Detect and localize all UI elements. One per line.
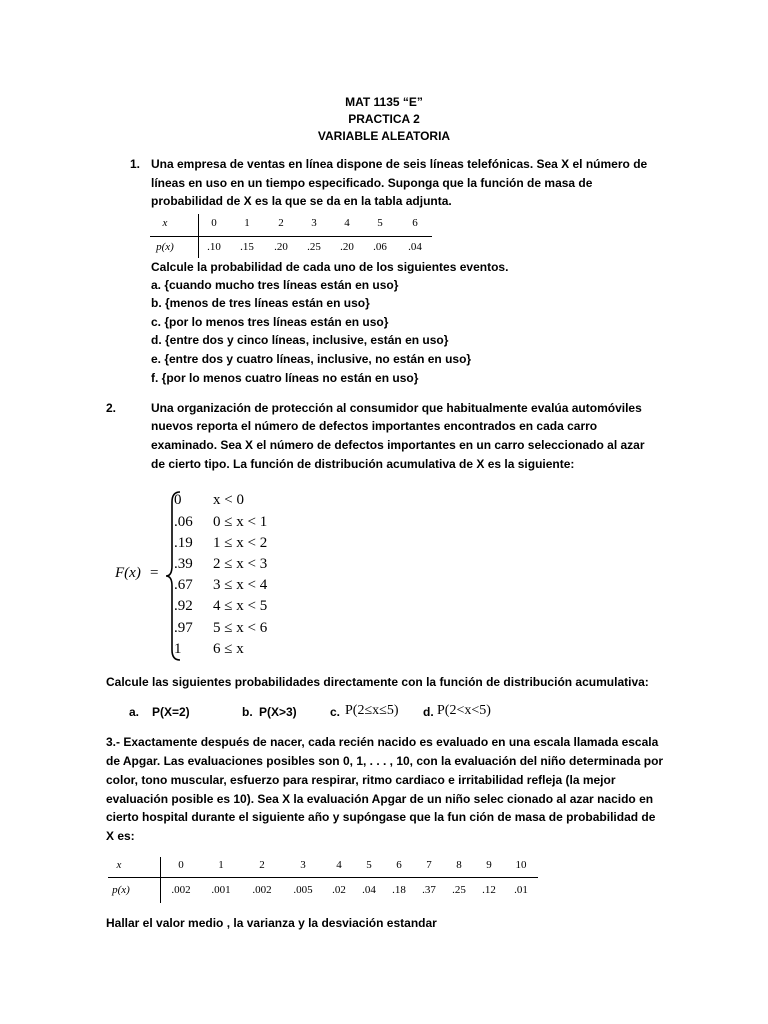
problem3-text-line: evaluación posible es 10). Sea X la evaluación Apgar de un niño selec cionado al azar nacido en — [106, 792, 654, 806]
table-x-cell: 2 — [278, 217, 284, 229]
table-x-cell: 6 — [412, 217, 418, 229]
cdf-condition: x < 0 — [213, 492, 244, 508]
topic-title: VARIABLE ALEATORIA — [317, 129, 451, 143]
problem1-event: b. {menos de tres líneas están en uso} — [151, 296, 370, 310]
problem3-text-line: color, tono muscular, esfuerzo para respirar, ritmo cardiaco e irritabilidad refleja (la mejor — [106, 773, 616, 787]
table-p-cell: .10 — [207, 241, 221, 253]
table-x-cell: 8 — [456, 859, 462, 871]
table-p-cell: .001 — [211, 884, 231, 896]
cdf-label: F(x) — [115, 565, 141, 581]
table-p-cell: .25 — [452, 884, 466, 896]
problem1-event: d. {entre dos y cinco líneas, inclusive, están en uso} — [151, 333, 449, 347]
cdf-condition: 3 ≤ x < 4 — [213, 577, 268, 593]
table-x-cell: 4 — [344, 217, 350, 229]
cdf-condition: 0 ≤ x < 1 — [213, 514, 268, 530]
table-p-cell: .06 — [373, 241, 387, 253]
problem2-question: Calcule las siguientes probabilidades directamente con la función de distribución acumulativa: — [106, 675, 649, 689]
problem3-text-line: de Apgar. Las evaluaciones posibles son 0, 1, . . . , 10, con la evaluación del niño determinada por — [106, 754, 664, 768]
table-p-cell: .005 — [293, 884, 313, 896]
table-p-cell: .04 — [408, 241, 422, 253]
table-x-header: x — [162, 217, 168, 229]
table-p-cell: .18 — [392, 884, 406, 896]
problem1-question: Calcule la probabilidad de cada uno de los siguientes eventos. — [151, 260, 509, 274]
table-p-header: p(x) — [156, 241, 174, 253]
problem1-number: 1. — [130, 157, 141, 171]
problem2-item: P(2<x<5) — [437, 703, 491, 718]
table-p-cell: .04 — [362, 884, 376, 896]
cdf-condition: 6 ≤ x — [213, 641, 244, 657]
table-column-divider — [160, 857, 161, 903]
problem2-text-line: nuevos reporta el número de defectos importantes encontrados en cada carro — [151, 419, 598, 433]
cdf-condition: 4 ≤ x < 5 — [213, 598, 268, 614]
problem3-text-line: X es: — [106, 829, 135, 843]
cdf-value: .92 — [174, 598, 193, 614]
table-p-cell: .20 — [340, 241, 354, 253]
problem2-item-label: d. — [423, 705, 434, 719]
problem1-event: a. {cuando mucho tres líneas están en uso} — [151, 278, 399, 292]
table-p-cell: .01 — [514, 884, 528, 896]
table-p-cell: .25 — [307, 241, 321, 253]
table-p-cell: .37 — [422, 884, 436, 896]
table-x-cell: 5 — [377, 217, 383, 229]
table-x-cell: 1 — [244, 217, 250, 229]
cdf-value: .67 — [174, 577, 193, 593]
table-p-cell: .15 — [240, 241, 254, 253]
cdf-value: .19 — [174, 535, 193, 551]
problem2-item: P(2≤x≤5) — [345, 703, 399, 718]
table-p-cell: .002 — [252, 884, 272, 896]
cdf-value: .39 — [174, 556, 193, 572]
table-x-cell: 0 — [211, 217, 217, 229]
problem2-item: P(X=2) — [152, 705, 190, 719]
problem2-text-line: de cierto tipo. La función de distribución acumulativa de X es la siguiente: — [151, 457, 575, 471]
cdf-definition — [110, 488, 370, 663]
table-x-cell: 2 — [259, 859, 265, 871]
problem1-event: e. {entre dos y cuatro líneas, inclusive, no están en uso} — [151, 352, 472, 366]
cdf-condition: 1 ≤ x < 2 — [213, 535, 268, 551]
problem2-text-line: examinado. Sea X el número de defectos importantes en un carro seleccionado al azar — [151, 438, 645, 452]
table-p-cell: .002 — [171, 884, 191, 896]
table-x-cell: 0 — [178, 859, 184, 871]
table-p-cell: .02 — [332, 884, 346, 896]
cdf-equals: = — [150, 565, 159, 581]
problem1-event: f. {por lo menos cuatro líneas no están en uso} — [151, 371, 419, 385]
table-x-header: x — [116, 859, 122, 871]
problem2-item-label: c. — [330, 705, 341, 719]
cdf-value: 1 — [174, 641, 182, 657]
problem1-text-line: líneas en uso en un tiempo especificado. Suponga que la función de masa de — [151, 176, 593, 190]
table-p-cell: .20 — [274, 241, 288, 253]
cdf-value: .97 — [174, 620, 193, 636]
table-row-divider — [108, 877, 538, 878]
problem3-text-line: cierto hospital durante el siguiente año y supóngase que la fun ción de masa de probabilidad de — [106, 810, 656, 824]
problem3-question: Hallar el valor medio , la varianza y la desviación estandar — [106, 916, 437, 930]
problem1-text-line: probabilidad de X es la que se da en la tabla adjunta. — [151, 194, 452, 208]
problem2-item: P(X>3) — [259, 705, 297, 719]
problem2-item-label: a. — [129, 705, 140, 719]
problem2-text-line: Una organización de protección al consumidor que habitualmente evalúa automóviles — [151, 401, 642, 415]
table-row-divider — [150, 236, 432, 237]
table-x-cell: 5 — [366, 859, 372, 871]
course-code: MAT 1135 “E” — [345, 95, 423, 109]
problem2-number: 2. — [106, 401, 117, 415]
table-x-cell: 9 — [486, 859, 492, 871]
table-x-cell: 3 — [300, 859, 306, 871]
problem1-text-line: Una empresa de ventas en línea dispone de seis líneas telefónicas. Sea X el número de — [151, 157, 648, 171]
table-x-cell: 7 — [426, 859, 432, 871]
table-x-cell: 3 — [311, 217, 317, 229]
pmf-table-3 — [108, 855, 538, 905]
table-x-cell: 4 — [336, 859, 342, 871]
table-x-cell: 6 — [396, 859, 402, 871]
cdf-condition: 2 ≤ x < 3 — [213, 556, 268, 572]
cdf-value: 0 — [174, 492, 182, 508]
cdf-condition: 5 ≤ x < 6 — [213, 620, 268, 636]
problem1-event: c. {por lo menos tres líneas están en uso} — [151, 315, 389, 329]
table-p-cell: .12 — [482, 884, 496, 896]
problem2-item-label: b. — [242, 705, 253, 719]
pmf-table-1 — [150, 212, 432, 260]
table-p-header: p(x) — [112, 884, 130, 896]
table-x-cell: 10 — [515, 859, 527, 871]
practice-title: PRACTICA 2 — [348, 112, 420, 126]
cdf-value: .06 — [174, 514, 193, 530]
table-x-cell: 1 — [218, 859, 224, 871]
problem3-text-line: 3.- Exactamente después de nacer, cada recién nacido es evaluado en una escala llamada escala — [106, 735, 659, 749]
